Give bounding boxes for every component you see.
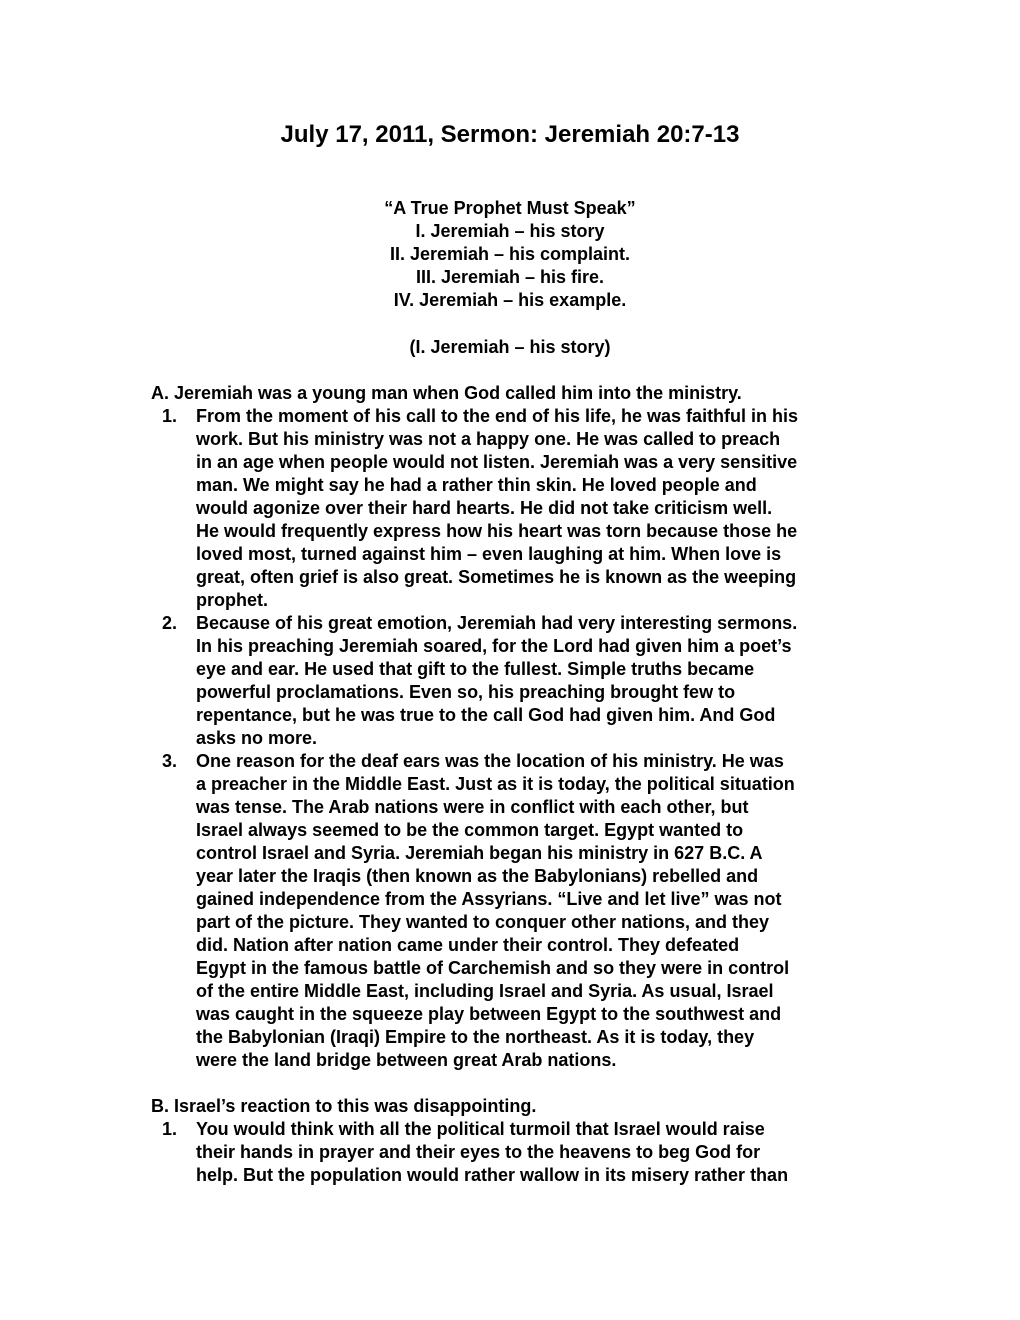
list-item (151, 750, 891, 1072)
list-item-line: help. But the population would rather wallow in its misery rather than (196, 1165, 789, 1185)
list-item-line: of the entire Middle East, including Israel and Syria. As usual, Israel (196, 981, 774, 1001)
list-item-line: the Babylonian (Iraqi) Empire to the northeast. As it is today, they (196, 1027, 755, 1047)
list-item-line: Israel always seemed to be the common target. Egypt wanted to (196, 820, 744, 840)
list-item-line: You would think with all the political turmoil that Israel would raise (196, 1119, 765, 1139)
list-item-line: work. But his ministry was not a happy one. He was called to preach (196, 429, 781, 449)
list-item-line: One reason for the deaf ears was the location of his ministry. He was (196, 751, 784, 771)
list-item-line: repentance, but he was true to the call God had given him. And God (196, 705, 776, 725)
section-b (151, 1095, 891, 1187)
list-item-line: part of the picture. They wanted to conquer other nations, and they (196, 912, 770, 932)
list-item (151, 405, 891, 612)
list-item-line: would agonize over their hard hearts. He did not take criticism well. (196, 498, 773, 518)
list-item-line: prophet. (196, 590, 268, 610)
section-marker: (I. Jeremiah – his story) (409, 337, 611, 357)
outline-point-2: II. Jeremiah – his complaint. (389, 244, 631, 264)
section-a-heading: A. Jeremiah was a young man when God called him into the ministry. (151, 383, 742, 403)
list-item-line: was caught in the squeeze play between Egypt to the southwest and (196, 1004, 782, 1024)
list-item-line: asks no more. (196, 728, 318, 748)
outline-point-1: I. Jeremiah – his story (415, 221, 605, 241)
list-item-line: In his preaching Jeremiah soared, for the Lord had given him a poet’s (196, 636, 792, 656)
list-item-line: great, often grief is also great. Sometimes he is known as the weeping (196, 567, 797, 587)
list-item (151, 612, 891, 750)
list-item-line: From the moment of his call to the end of his life, he was faithful in his (196, 406, 799, 426)
list-item-line: in an age when people would not listen. Jeremiah was a very sensitive (196, 452, 798, 472)
section-b-list (151, 1118, 891, 1187)
list-item-line: loved most, turned against him – even laughing at him. When love is (196, 544, 782, 564)
list-item-line: Because of his great emotion, Jeremiah had very interesting sermons. (196, 613, 798, 633)
outline-point-3: III. Jeremiah – his fire. (415, 267, 605, 287)
list-item-line: were the land bridge between great Arab nations. (196, 1050, 617, 1070)
section-b-heading: B. Israel’s reaction to this was disappointing. (151, 1096, 537, 1116)
sermon-outline (0, 197, 1020, 312)
list-item-number: 1. (162, 1119, 178, 1139)
list-item-line: man. We might say he had a rather thin skin. He loved people and (196, 475, 757, 495)
list-item-line: year later the Iraqis (then known as the Babylonians) rebelled and (196, 866, 759, 886)
list-item-number: 2. (162, 613, 178, 633)
list-item (151, 1118, 891, 1187)
list-item-line: eye and ear. He used that gift to the fullest. Simple truths became (196, 659, 755, 679)
section-a (151, 382, 891, 1072)
page-title: July 17, 2011, Sermon: Jeremiah 20:7-13 (280, 121, 740, 148)
section-a-list (151, 405, 891, 1072)
list-item-line: Egypt in the famous battle of Carchemish and so they were in control (196, 958, 790, 978)
list-item-line: gained independence from the Assyrians. “Live and let live” was not (196, 889, 782, 909)
list-item-number: 3. (162, 751, 178, 771)
list-item-line: control Israel and Syria. Jeremiah began his ministry in 627 B.C. A (196, 843, 763, 863)
list-item-line: powerful proclamations. Even so, his preaching brought few to (196, 682, 736, 702)
list-item-line: was tense. The Arab nations were in conflict with each other, but (196, 797, 749, 817)
list-item-line: a preacher in the Middle East. Just as it is today, the political situation (196, 774, 795, 794)
list-item-number: 1. (162, 406, 178, 426)
list-item-line: their hands in prayer and their eyes to the heavens to beg God for (196, 1142, 761, 1162)
list-item-line: did. Nation after nation came under their control. They defeated (196, 935, 740, 955)
outline-point-4: IV. Jeremiah – his example. (393, 290, 627, 310)
list-item-line: He would frequently express how his heart was torn because those he (196, 521, 798, 541)
outline-theme: “A True Prophet Must Speak” (384, 198, 636, 218)
